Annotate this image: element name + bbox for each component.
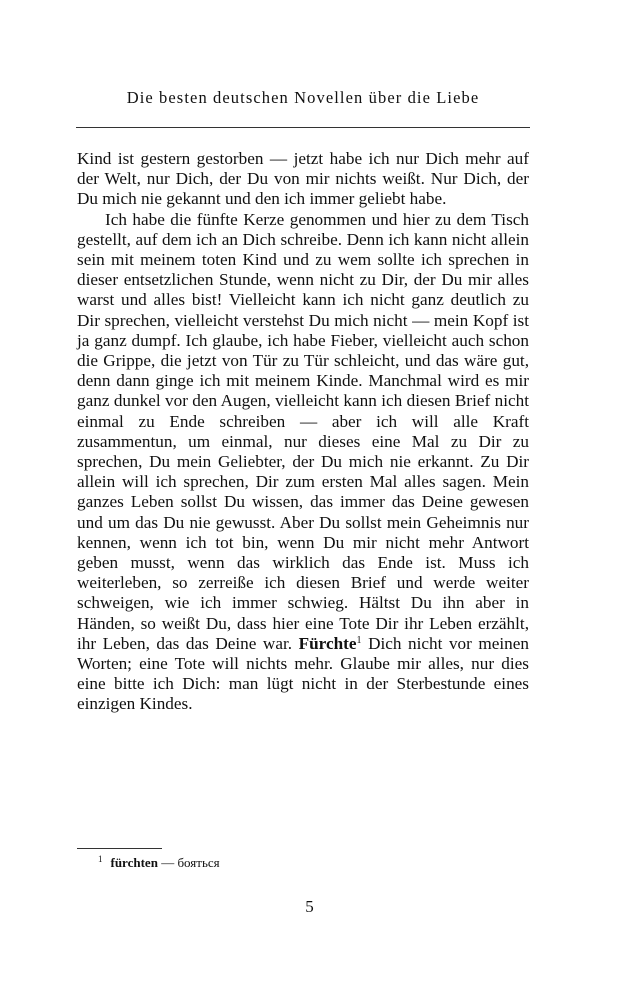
footnote <box>98 855 220 871</box>
paragraph-2-text: Ich habe die fünfte Kerze genommen und hier zu dem Tisch gestellt, auf dem ich an Dich schreibe. Denn ich kann nicht allein sein mit meinem toten Kind und zu wem sollte ich sprechen in dieser entsetzlichen Stunde, wenn nicht zu Dir, der Du mir alles warst und alles bist! Vielleicht kann ich nicht ganz deutlich zu Dir sprechen, vielleicht verstehst Du mich nicht — mein Kopf ist ja ganz dumpf. Ich glaube, ich habe Fieber, vielleicht auch schon die Grippe, die jetzt von Tür zu Tür schleicht, und das wäre gut, denn dann ginge ich mit meinem Kinde. Manchmal wird es mir ganz dunkel vor den Augen, vielleicht kann ich diesen Brief nicht einmal zu Ende schreiben — aber ich will alle Kraft zusammentun, um einmal, nur dieses eine Mal zu Dir zu sprechen, Du mein Geliebter, der Du mich nie erkannt. Zu Dir allein will ich sprechen, Dir zum ersten Mal alles sagen. Mein ganzes Leben sollst Du wissen, das immer das Deine gewesen und um das Du nie gewusst. Aber Du sollst mein Geheimnis nur kennen, wenn ich tot bin, wenn Du mir nicht mehr Antwort geben musst, wenn das wirklich das Ende ist. Muss ich weiterleben, so zerreiße ich diesen Brief und werde weiter schweigen, wie ich immer schwieg. Hältst Du ihn aber in Händen, so weißt Du, dass hier eine Tote Dir ihr Leben erzählt, ihr Leben, das das Deine war. <box>77 209 529 653</box>
footnote-marker: 1 <box>98 854 103 864</box>
glossed-word: Fürchte <box>298 633 357 653</box>
paragraph-2-text-end: Dich nicht vor meinen Worten; eine Tote will nichts mehr. Glaube mir alles, nur dies eine bitte ich Dich: man lügt nicht in der Sterbestunde eines einzigen Kindes. <box>77 633 530 714</box>
header-divider <box>76 127 530 128</box>
footnote-reference[interactable]: 1 <box>356 634 362 646</box>
footnote-translation: бояться <box>177 855 220 870</box>
paragraph-1: Kind ist gestern gestorben — jetzt habe ich nur Dich mehr auf der Welt, nur Dich, der Du von mir nichts weißt. Nur Dich, der Du mich nie gekannt und den ich immer geliebt habe. <box>77 149 529 209</box>
footnote-divider <box>77 848 162 849</box>
body-text <box>77 149 529 715</box>
footnote-separator: — <box>157 855 178 870</box>
footnote-term: fürchten <box>110 855 158 870</box>
page-number: 5 <box>305 897 314 916</box>
paragraph-2 <box>77 210 529 715</box>
running-header: Die besten deutschen Novellen über die Liebe <box>126 88 480 107</box>
